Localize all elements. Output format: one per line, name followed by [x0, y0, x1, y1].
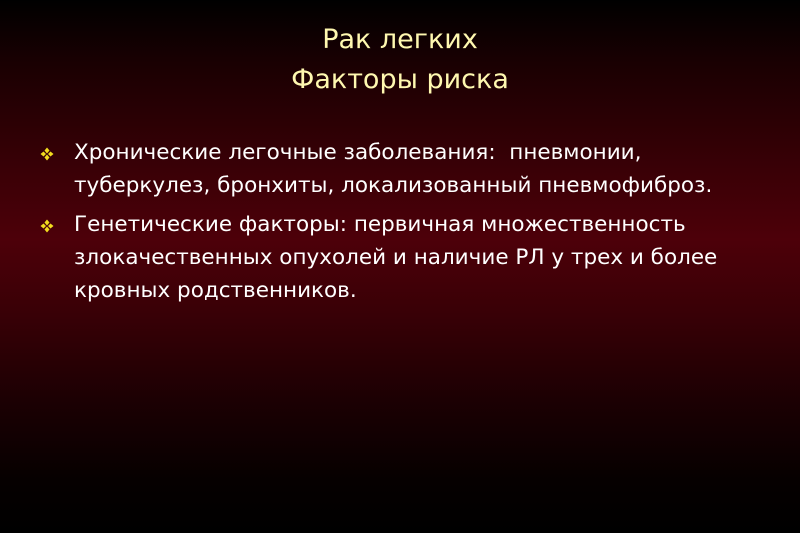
- slide-title: [0, 20, 800, 100]
- diamond-cluster-icon: [40, 147, 54, 161]
- slide-title-line-2: Факторы риска: [291, 64, 509, 95]
- bullet-text: Генетические факторы: первичная множественность злокачественных опухолей и наличие РЛ у трех и более кровных родственников.: [74, 212, 718, 303]
- bullet-item-chronic-diseases: [40, 136, 780, 202]
- slide-title-line-1: Рак легких: [322, 24, 478, 55]
- bullet-text: Хронические легочные заболевания: пневмонии, туберкулез, бронхиты, локализованный пневмофиброз.: [74, 140, 713, 198]
- diamond-cluster-icon: [40, 219, 54, 233]
- bullet-list: [40, 136, 780, 313]
- bullet-item-genetic-factors: [40, 208, 780, 307]
